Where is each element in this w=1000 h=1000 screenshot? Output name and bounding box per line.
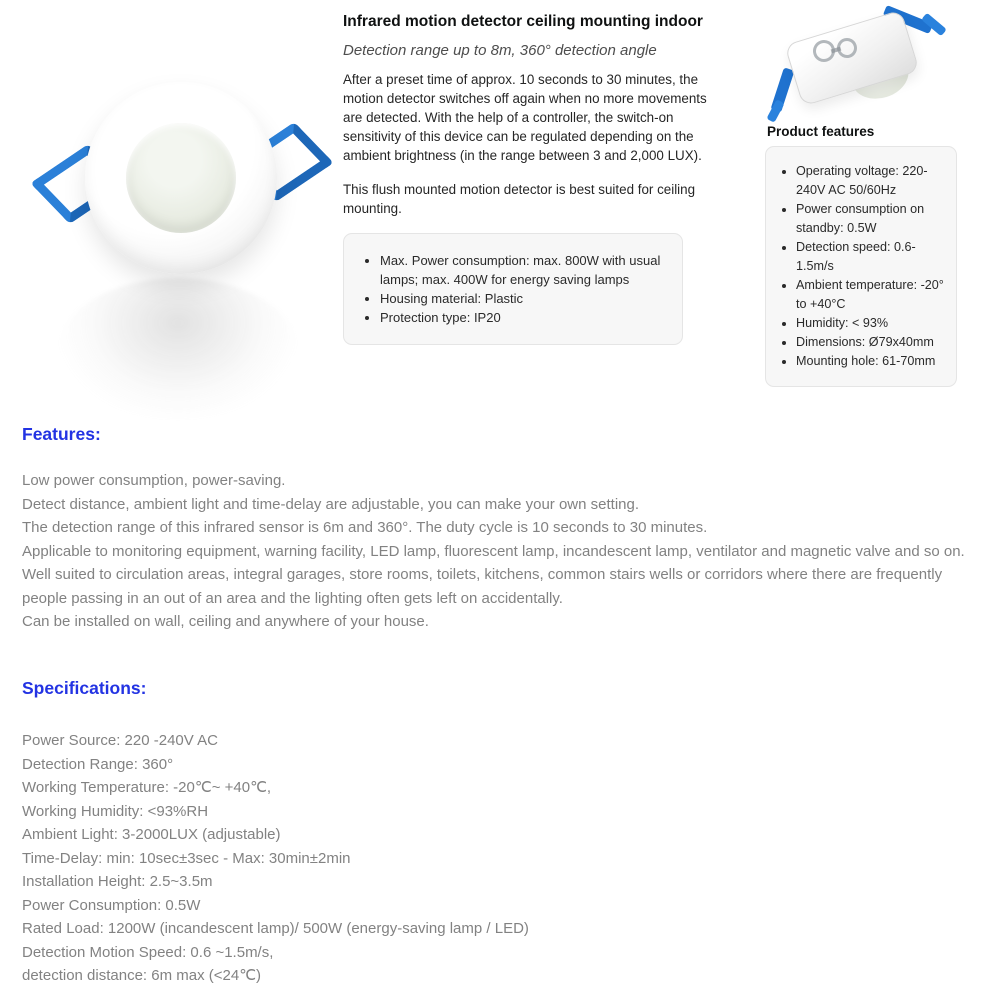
highlight-box xyxy=(343,233,683,345)
specifications-section xyxy=(22,678,980,988)
specification-line: detection distance: 6m max (<24℃) xyxy=(22,967,262,984)
highlight-item: • Protection type: IP20 xyxy=(380,308,670,327)
product-feature-item: • Power consumption on standby: 0.5W xyxy=(796,200,948,238)
detector-sensor-dome xyxy=(126,123,236,233)
specifications-heading: Specifications: xyxy=(22,678,147,698)
specification-line: Ambient Light: 3-2000LUX (adjustable) xyxy=(22,826,281,843)
mount-spring-clip-bottom-tip-icon xyxy=(766,99,784,123)
specification-line: Rated Load: 1200W (incandescent lamp)/ 500W (energy-saving lamp / LED) xyxy=(22,920,529,937)
features-line: The detection range of this infrared sensor is 6m and 360°. The duty cycle is 10 seconds to 30 minutes. xyxy=(22,519,708,536)
highlight-list xyxy=(350,251,670,327)
product-feature-item: • Dimensions: Ø79x40mm xyxy=(796,333,948,352)
features-heading: Features: xyxy=(22,424,101,444)
specification-line: Working Temperature: -20℃~ +40℃, xyxy=(22,779,272,796)
product-feature-item: • Mounting hole: 61-70mm xyxy=(796,352,948,371)
features-text xyxy=(22,469,980,634)
specification-line: Detection Range: 360° xyxy=(22,755,174,773)
product-features-list xyxy=(770,162,948,371)
photo-reflection xyxy=(60,278,296,418)
description-paragraph-2: This flush mounted motion detector is best suited for ceiling mounting. xyxy=(343,182,696,216)
product-subtitle: Detection range up to 8m, 360° detection angle xyxy=(343,42,657,59)
features-line: Detect distance, ambient light and time-delay are adjustable, you can make your own setting. xyxy=(22,495,640,513)
specification-line: Working Humidity: <93%RH xyxy=(22,802,209,820)
highlight-item: • Housing material: Plastic xyxy=(380,289,670,308)
specifications-text xyxy=(22,729,980,988)
product-features-heading: Product features xyxy=(767,124,875,139)
product-features-column xyxy=(765,8,961,387)
product-photo-side xyxy=(765,8,961,112)
product-title: Infrared motion detector ceiling mounting indoor xyxy=(343,13,703,30)
features-line: Can be installed on wall, ceiling and anywhere of your house. xyxy=(22,613,429,630)
description-paragraph-1: After a preset time of approx. 10 seconds to 30 minutes, the motion detector switches off again when no more movements are detected. With the help of a controller, the switch-on sensitivity of this device can be regulated depending on the ambient brightness (in the range between 3 and 2,000 LUX). xyxy=(343,72,707,163)
features-line: Well suited to circulation areas, integral garages, store rooms, toilets, kitchens, common stairs wells or corridors where there are frequently people passing in an out of an area and the lighting often gets left on accidentally. xyxy=(22,566,943,607)
features-line: Applicable to monitoring equipment, warning facility, LED lamp, fluorescent lamp, incandescent lamp, ventilator and magnetic valve and so on. xyxy=(22,542,965,560)
product-feature-item: • Humidity: < 93% xyxy=(796,314,948,333)
specification-line: Power Consumption: 0.5W xyxy=(22,896,201,914)
product-feature-item: • Ambient temperature: -20° to +40°C xyxy=(796,276,948,314)
specification-line: Detection Motion Speed: 0.6 ~1.5m/s, xyxy=(22,943,274,961)
detector-housing-back xyxy=(784,10,919,107)
highlight-item: • Max. Power consumption: max. 800W with usual lamps; max. 400W for energy saving lamps xyxy=(380,251,670,289)
description-column xyxy=(343,12,711,345)
specification-line: Time-Delay: min: 10sec±3sec - Max: 30min±2min xyxy=(22,849,351,867)
product-feature-item: • Detection speed: 0.6-1.5m/s xyxy=(796,238,948,276)
specification-line: Installation Height: 2.5~3.5m xyxy=(22,873,213,890)
product-features-box xyxy=(765,146,957,387)
product-feature-item: • Operating voltage: 220-240V AC 50/60Hz xyxy=(796,162,948,200)
product-photo-front xyxy=(8,38,340,430)
features-line: Low power consumption, power-saving. xyxy=(22,472,286,489)
features-section xyxy=(22,424,980,634)
specification-line: Power Source: 220 -240V AC xyxy=(22,732,218,749)
